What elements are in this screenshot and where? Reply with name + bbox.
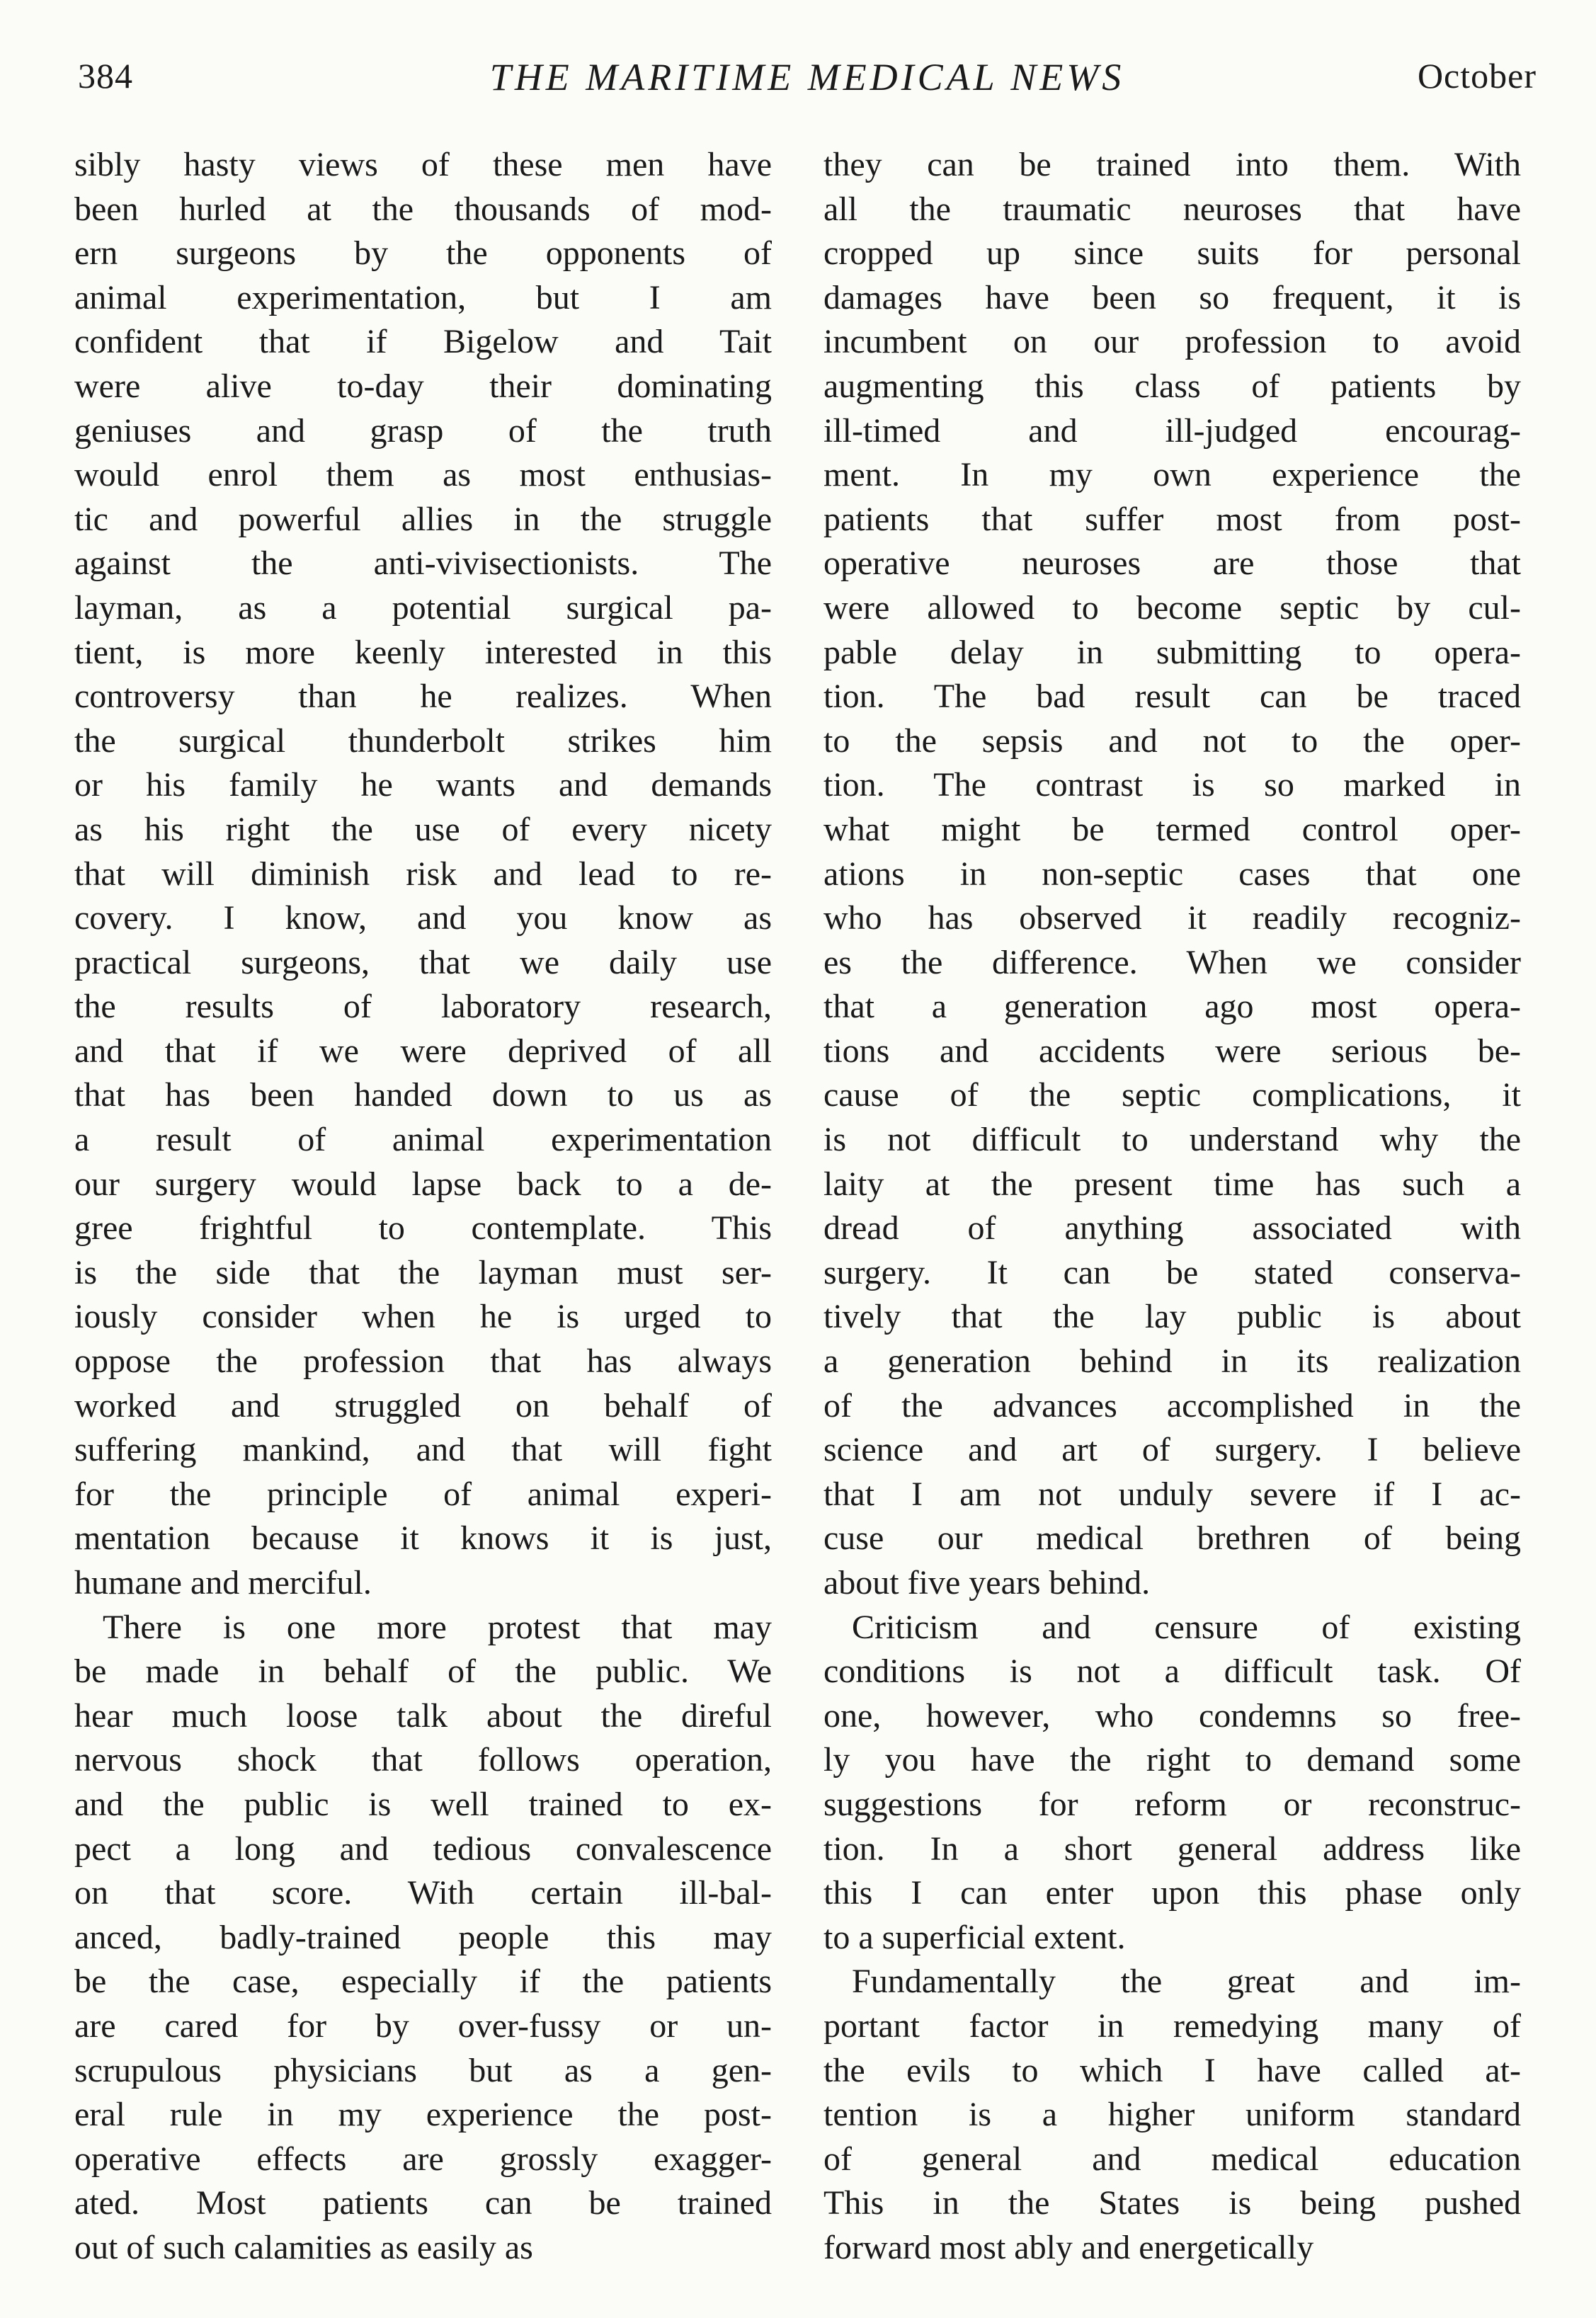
- text-line: to the sepsis and not to the oper-: [823, 721, 1521, 760]
- text-line: on that score. With certain ill-bal-: [74, 1874, 772, 1912]
- text-line: damages have been so frequent, it is: [823, 278, 1521, 316]
- text-line: to a superficial extent.: [823, 1918, 1126, 1956]
- text-line: the results of laboratory research,: [74, 988, 772, 1026]
- text-line: that has been handed down to us as: [74, 1076, 772, 1114]
- text-line: practical surgeons, that we daily use: [74, 943, 772, 981]
- text-line: this I can enter upon this phase only: [823, 1874, 1521, 1912]
- text-line: a result of animal experimentation: [74, 1121, 772, 1159]
- text-line: There is one more protest that may: [103, 1608, 772, 1646]
- text-line: mentation because it knows it is just,: [74, 1519, 772, 1558]
- text-line: controversy than he realizes. When: [74, 678, 772, 716]
- text-line: cropped up since suits for personal: [823, 234, 1521, 273]
- text-line: one, however, who condemns so free-: [823, 1696, 1521, 1735]
- text-line: out of such calamities as easily as: [74, 2228, 533, 2266]
- text-line: is the side that the layman must ser-: [74, 1253, 772, 1291]
- text-line: tion. The bad result can be traced: [823, 678, 1521, 716]
- text-line: science and art of surgery. I believe: [823, 1431, 1521, 1469]
- text-line: suggestions for reform or reconstruc-: [823, 1785, 1521, 1823]
- text-line: forward most ably and energetically: [823, 2228, 1314, 2266]
- text-line: sibly hasty views of these men have: [74, 146, 772, 183]
- text-line: ly you have the right to demand some: [823, 1741, 1521, 1779]
- text-line: of the advances accomplished in the: [823, 1386, 1521, 1425]
- text-line: pect a long and tedious convalescence: [74, 1829, 772, 1868]
- text-line: geniuses and grasp of the truth: [74, 411, 772, 450]
- text-line: portant factor in remedying many of: [823, 2006, 1521, 2045]
- text-line: Fundamentally the great and im-: [852, 1963, 1521, 2001]
- text-line: tions and accidents were serious be-: [823, 1032, 1521, 1070]
- issue-month: October: [1417, 56, 1537, 96]
- text-line: what might be termed control oper-: [823, 810, 1521, 848]
- text-line: gree frightful to contemplate. This: [74, 1209, 772, 1248]
- text-line: were alive to-day their dominating: [74, 367, 772, 405]
- text-line: nervous shock that follows operation,: [74, 1741, 772, 1779]
- text-line: been hurled at the thousands of mod-: [74, 190, 772, 228]
- text-line: the evils to which I have called at-: [823, 2051, 1521, 2089]
- text-line: cause of the septic complications, it: [823, 1076, 1521, 1114]
- text-line: laity at the present time has such a: [823, 1165, 1521, 1203]
- right-text-column: [823, 143, 1521, 2271]
- text-line: they can be trained into them. With: [823, 146, 1521, 183]
- text-line: augmenting this class of patients by: [823, 367, 1521, 405]
- text-line: tient, is more keenly interested in this: [74, 633, 772, 671]
- text-line: confident that if Bigelow and Tait: [74, 323, 772, 361]
- text-line: eral rule in my experience the post-: [74, 2096, 772, 2134]
- text-line: iously consider when he is urged to: [74, 1298, 772, 1336]
- text-line: against the anti-vivisectionists. The: [74, 544, 772, 583]
- text-line: tively that the lay public is about: [823, 1298, 1521, 1336]
- text-line: who has observed it readily recogniz-: [823, 899, 1521, 937]
- text-line: oppose the profession that has always: [74, 1342, 772, 1381]
- text-line: animal experimentation, but I am: [74, 278, 772, 316]
- text-line: ill-timed and ill-judged encourag-: [823, 411, 1521, 450]
- text-line: worked and struggled on behalf of: [74, 1386, 772, 1425]
- text-line: that I am not unduly severe if I ac-: [823, 1475, 1521, 1513]
- left-text-column: [74, 143, 772, 2271]
- text-line: covery. I know, and you know as: [74, 899, 772, 937]
- text-line: is not difficult to understand why the: [823, 1121, 1521, 1159]
- text-line: the surgical thunderbolt strikes him: [74, 721, 772, 760]
- journal-title: THE MARITIME MEDICAL NEWS: [489, 56, 1125, 98]
- text-line: are cared for by over-fussy or un-: [74, 2006, 772, 2045]
- text-line: ern surgeons by the opponents of: [74, 234, 772, 273]
- text-line: be the case, especially if the patients: [74, 1963, 772, 2001]
- text-line: es the difference. When we consider: [823, 943, 1521, 981]
- text-line: tention is a higher uniform standard: [823, 2096, 1521, 2134]
- text-line: for the principle of animal experi-: [74, 1475, 772, 1513]
- text-line: operative effects are grossly exagger-: [74, 2140, 772, 2178]
- text-line: that will diminish risk and lead to re-: [74, 855, 772, 893]
- text-line: scrupulous physicians but as a gen-: [74, 2051, 772, 2089]
- text-line: dread of anything associated with: [823, 1209, 1521, 1248]
- text-line: anced, badly-trained people this may: [74, 1918, 772, 1956]
- text-line: patients that suffer most from post-: [823, 500, 1521, 538]
- text-line: tic and powerful allies in the struggle: [74, 500, 772, 538]
- text-line: as his right the use of every nicety: [74, 810, 772, 848]
- running-header: [78, 55, 1537, 112]
- text-line: tion. The contrast is so marked in: [823, 766, 1521, 804]
- text-line: surgery. It can be stated conserva-: [823, 1253, 1521, 1291]
- text-line: suffering mankind, and that will fight: [74, 1431, 772, 1469]
- text-line: a generation behind in its realization: [823, 1342, 1521, 1381]
- text-line: layman, as a potential surgical pa-: [74, 588, 772, 627]
- text-line: or his family he wants and demands: [74, 766, 772, 804]
- text-line: pable delay in submitting to opera-: [823, 633, 1521, 671]
- text-line: be made in behalf of the public. We: [74, 1652, 772, 1691]
- text-line: cuse our medical brethren of being: [823, 1519, 1521, 1558]
- text-line: hear much loose talk about the direful: [74, 1696, 772, 1735]
- page-number: 384: [78, 56, 133, 96]
- text-line: humane and merciful.: [74, 1564, 372, 1602]
- text-line: incumbent on our profession to avoid: [823, 323, 1521, 361]
- text-line: This in the States is being pushed: [823, 2184, 1521, 2222]
- text-line: our surgery would lapse back to a de-: [74, 1165, 772, 1203]
- text-line: about five years behind.: [823, 1564, 1151, 1602]
- text-line: that a generation ago most opera-: [823, 988, 1521, 1026]
- text-line: tion. In a short general address like: [823, 1829, 1521, 1868]
- text-line: ment. In my own experience the: [823, 456, 1521, 494]
- text-line: of general and medical education: [823, 2140, 1521, 2178]
- text-line: would enrol them as most enthusias-: [74, 456, 772, 494]
- text-line: ations in non-septic cases that one: [823, 855, 1521, 893]
- text-line: operative neuroses are those that: [823, 544, 1521, 583]
- text-line: all the traumatic neuroses that have: [823, 190, 1521, 228]
- text-line: and the public is well trained to ex-: [74, 1785, 772, 1823]
- text-line: were allowed to become septic by cul-: [823, 588, 1521, 627]
- text-line: ated. Most patients can be trained: [74, 2184, 772, 2222]
- text-line: and that if we were deprived of all: [74, 1032, 772, 1070]
- text-line: Criticism and censure of existing: [852, 1608, 1521, 1646]
- text-line: conditions is not a difficult task. Of: [823, 1652, 1521, 1691]
